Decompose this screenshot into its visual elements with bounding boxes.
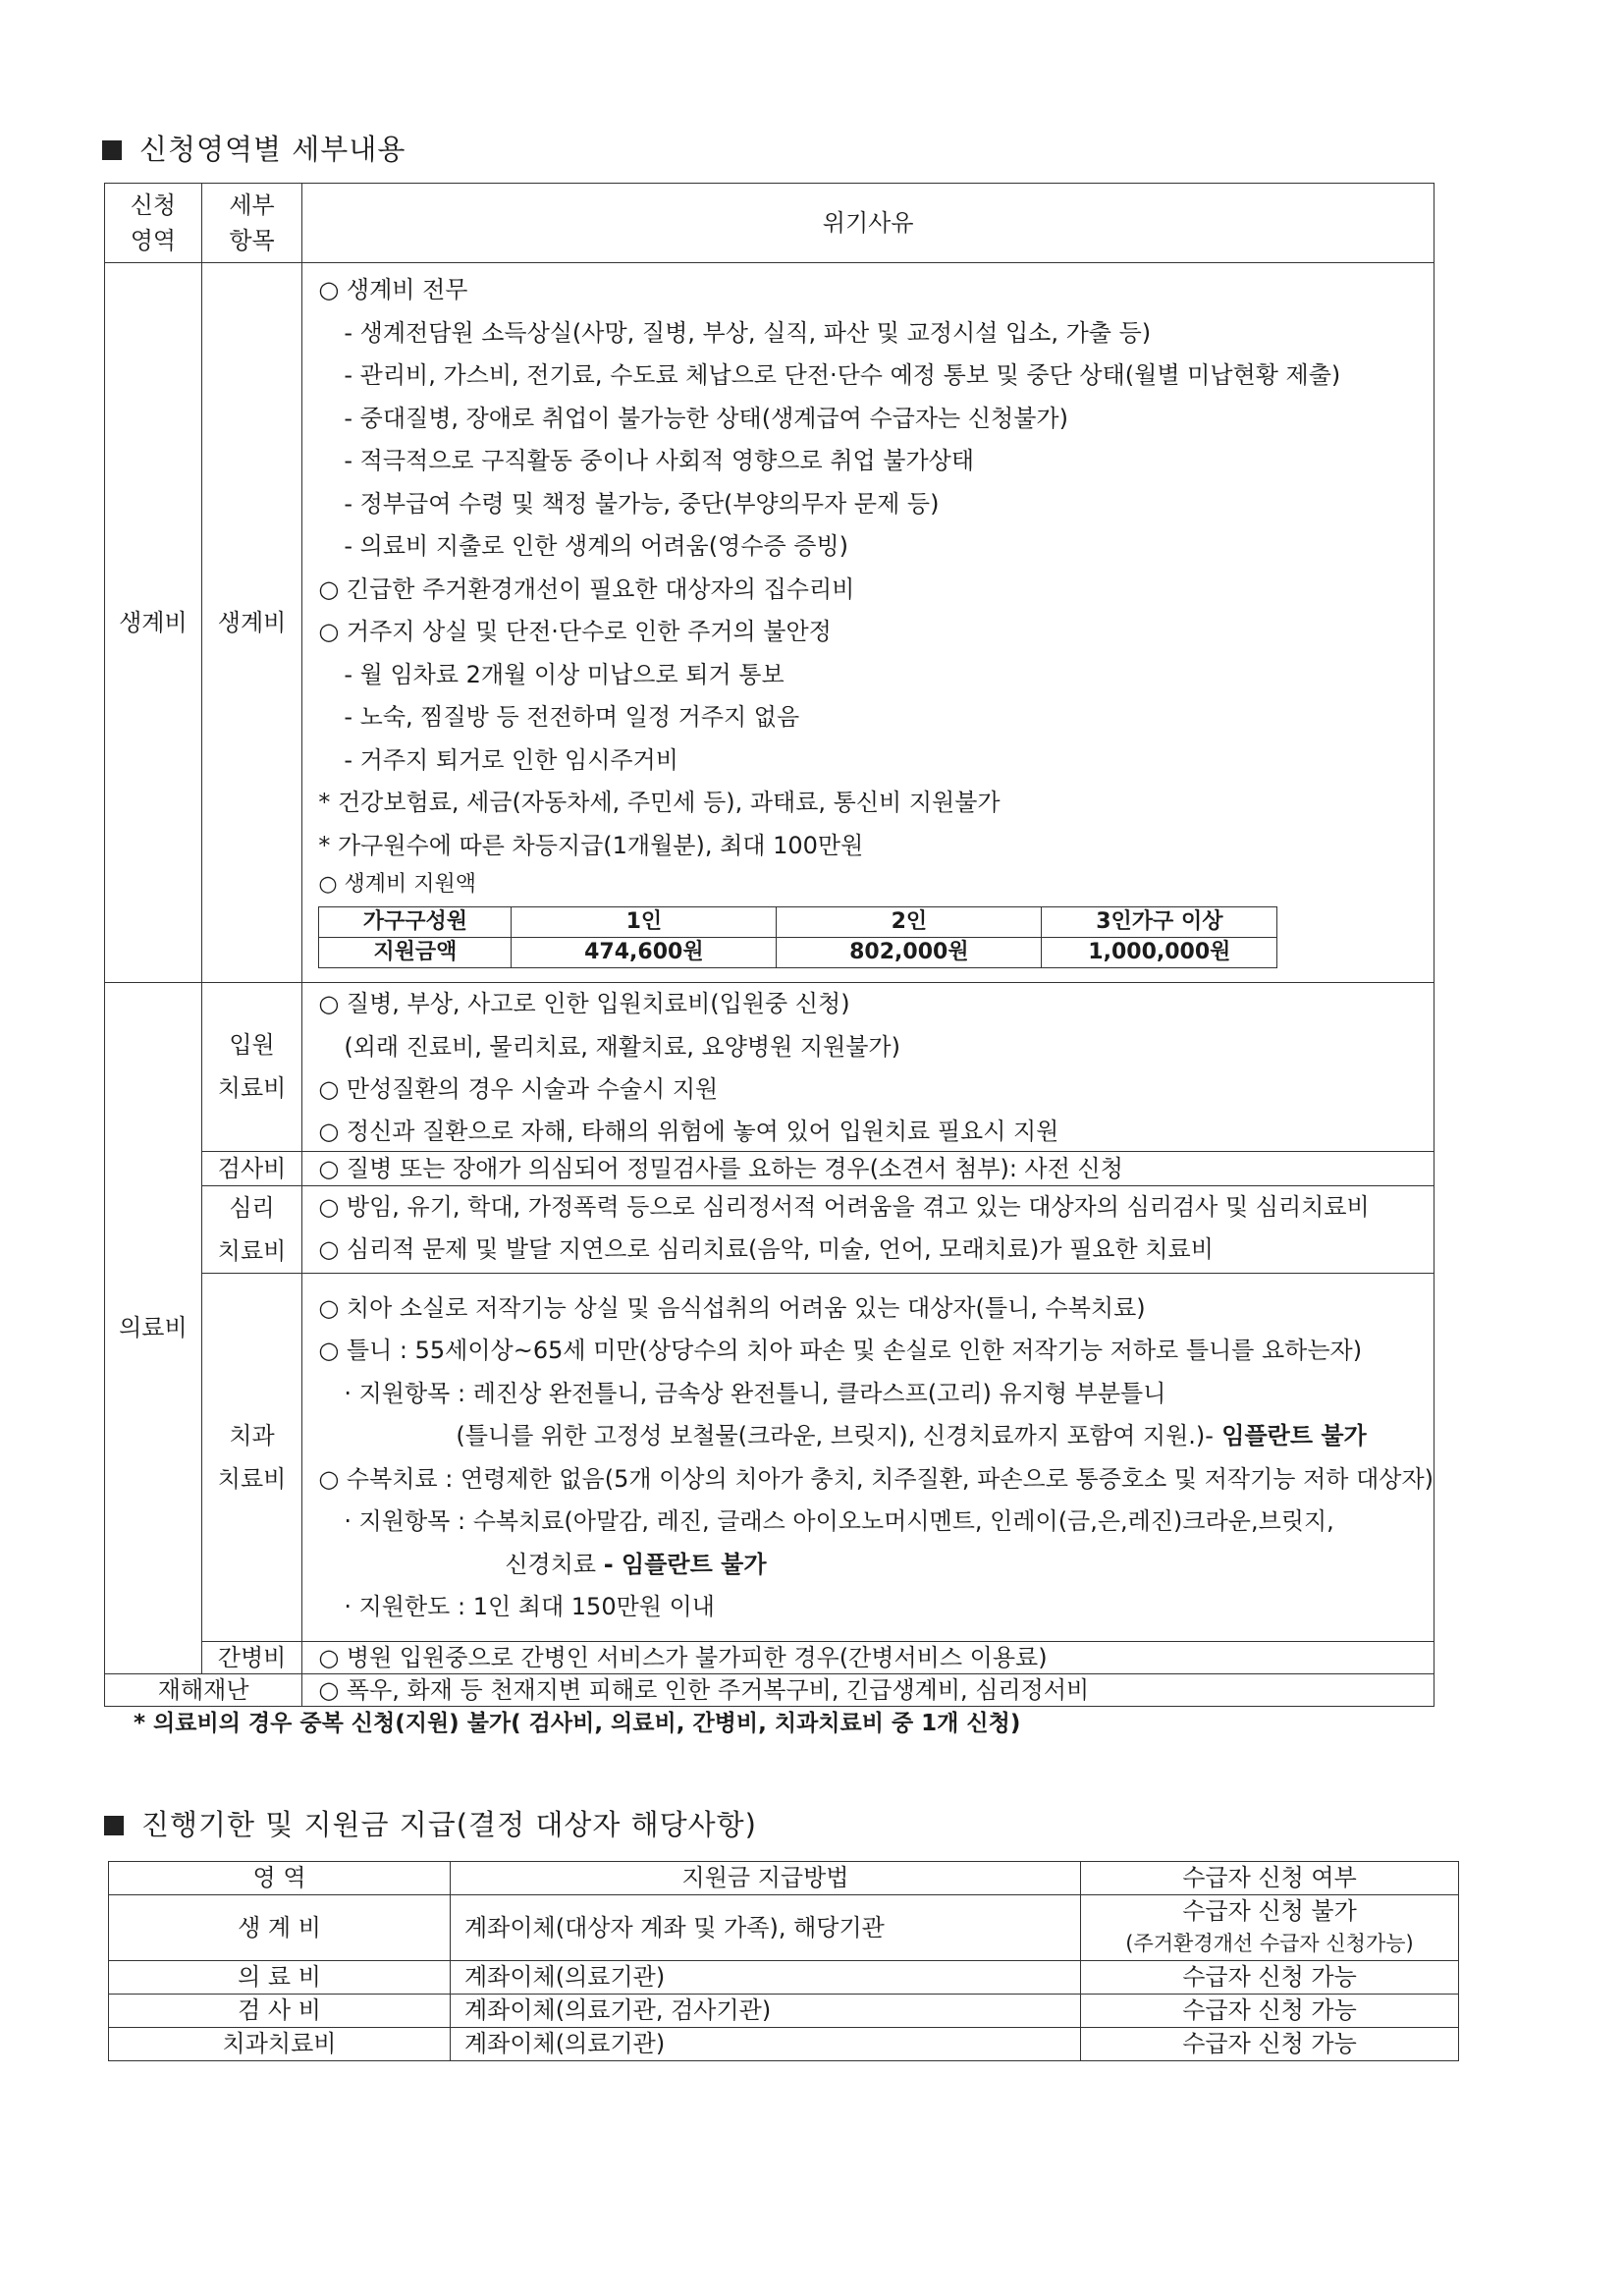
list-item: - 중대질병, 장애로 취업이 불가능한 상태(생계급여 수급자는 신청불가)	[344, 404, 1068, 432]
row-apply: 수급자 신청 가능	[1081, 1995, 1459, 2028]
row-area: 생 계 비	[109, 1895, 451, 1961]
list-item: ○ 질병, 부상, 사고로 인한 입원치료비(입원중 신청)	[318, 990, 850, 1017]
row-method: 계좌이체(대상자 계좌 및 가족), 해당기관	[451, 1895, 1081, 1961]
section-title-text: 진행기한 및 지원금 지급(결정 대상자 해당사항)	[141, 1808, 757, 1841]
support-cell: 1,000,000원	[1042, 938, 1277, 968]
exam-content	[302, 1151, 1435, 1185]
list-item: ○ 생계비 전무	[318, 276, 468, 303]
table-row	[109, 1895, 1459, 1961]
support-cell: 3인가구 이상	[1042, 907, 1277, 938]
row-method: 계좌이체(의료기관, 검사기관)	[451, 1995, 1081, 2028]
area-medical: 의료비	[105, 983, 202, 1674]
list-item: ○ 수복치료 : 연령제한 없음(5개 이상의 치아가 충치, 치주질환, 파손으로 통증호소 및 저작기능 저하 대상자)	[318, 1464, 1434, 1493]
dental-prosthesis-text: (틀니를 위한 고정성 보철물(크라운, 브릿지), 신경치료까지 포함여 지원.)-	[456, 1422, 1214, 1449]
support-cell: 가구구성원	[319, 907, 512, 938]
list-item: ○ 치아 소실로 저작기능 상실 및 음식섭취의 어려움 있는 대상자(틀니, 수복치료)	[318, 1293, 1146, 1322]
medical-hospital-row	[105, 983, 1435, 1152]
section-title-text: 신청영역별 세부내용	[139, 133, 406, 166]
row-method: 계좌이체(의료기관)	[451, 2028, 1081, 2061]
header-area: 신청 영역	[105, 184, 202, 263]
header-item: 세부 항목	[201, 184, 302, 263]
row-method: 계좌이체(의료기관)	[451, 1961, 1081, 1995]
medical-nursing-row	[105, 1641, 1435, 1673]
list-item: ○ 방임, 유기, 학대, 가정폭력 등으로 심리정서적 어려움을 겪고 있는 대상자의 심리검사 및 심리치료비	[318, 1192, 1370, 1221]
square-bullet-icon	[102, 140, 122, 160]
list-item: ○ 긴급한 주거환경개선이 필요한 대상자의 집수리비	[318, 574, 855, 603]
table-row	[109, 2028, 1459, 2061]
support-cell: 474,600원	[512, 938, 777, 968]
apply-status: 수급자 신청 불가	[1182, 1897, 1357, 1925]
support-cell: 2인	[777, 907, 1042, 938]
list-item: ○ 정신과 질환으로 자해, 타해의 위험에 놓여 있어 입원치료 필요시 지원	[318, 1117, 1059, 1145]
item-exam: 검사비	[201, 1151, 302, 1185]
row-area: 검 사 비	[109, 1995, 451, 2028]
header-apply: 수급자 신청 여부	[1081, 1862, 1459, 1895]
row-area: 의 료 비	[109, 1961, 451, 1995]
medical-psych-row	[105, 1185, 1435, 1273]
list-item: * 건강보험료, 세금(자동차세, 주민세 등), 과태료, 통신비 지원불가	[318, 789, 1001, 816]
disaster-row	[105, 1673, 1435, 1706]
row-apply: 수급자 신청 가능	[1081, 2028, 1459, 2061]
list-item: - 적극적으로 구직활동 중이나 사회적 영향으로 취업 불가상태	[344, 447, 975, 474]
item-living: 생계비	[201, 263, 302, 983]
row-apply: 수급자 신청 가능	[1081, 1961, 1459, 1995]
list-item: · 지원항목 : 수복치료(아말감, 레진, 글래스 아이오노머시멘트, 인레이(금,은,레진)크라운,브릿지,	[344, 1507, 1334, 1535]
support-cell: 802,000원	[777, 938, 1042, 968]
implant-not-covered: 임플란트 불가	[1213, 1422, 1367, 1449]
list-item: ○ 심리적 문제 및 발달 지연으로 심리치료(음악, 미술, 언어, 모래치료)가 필요한 치료비	[318, 1235, 1214, 1263]
support-cell: 지원금액	[319, 938, 512, 968]
hospital-content	[302, 983, 1435, 1152]
item-dental: 치과 치료비	[201, 1273, 302, 1641]
dental-content	[302, 1273, 1435, 1641]
list-item: * 가구원수에 따른 차등지급(1개월분), 최대 100만원	[318, 831, 864, 859]
support-amount-table	[318, 906, 1277, 968]
medical-exam-row	[105, 1151, 1435, 1185]
list-item: ○ 병원 입원중으로 간병인 서비스가 불가피한 경우(간병서비스 이용료)	[318, 1643, 1048, 1671]
duplicate-application-note: * 의료비의 경우 중복 신청(지원) 불가( 검사비, 의료비, 간병비, 치과치료비 중 1개 신청)	[134, 1711, 1021, 1736]
list-item: - 정부급여 수령 및 책정 불가능, 중단(부양의무자 문제 등)	[344, 489, 940, 518]
living-row	[105, 263, 1435, 983]
apply-status-note: (주거환경개선 수급자 신청가능)	[1125, 1932, 1414, 1955]
header-area: 영 역	[109, 1862, 451, 1895]
application-area-table	[104, 183, 1435, 1707]
nerve-treatment-text: 신경치료	[505, 1550, 604, 1578]
item-nursing: 간병비	[201, 1641, 302, 1673]
medical-dental-row	[105, 1273, 1435, 1641]
list-item	[318, 1544, 1434, 1587]
section-title-2	[104, 1803, 757, 1843]
header-reason: 위기사유	[302, 184, 1435, 263]
payment-method-table	[108, 1861, 1459, 2061]
support-cell: 1인	[512, 907, 777, 938]
table-row	[109, 1961, 1459, 1995]
list-item: · 지원항목 : 레진상 완전틀니, 금속상 완전틀니, 클라스프(고리) 유지형 부분틀니	[344, 1379, 1166, 1407]
list-item: - 거주지 퇴거로 인한 임시주거비	[344, 745, 678, 774]
psych-content	[302, 1185, 1435, 1273]
list-item: - 월 임차료 2개월 이상 미납으로 퇴거 통보	[344, 660, 785, 688]
header-method: 지원금 지급방법	[451, 1862, 1081, 1895]
list-item: ○ 틀니 : 55세이상~65세 미만(상당수의 치아 파손 및 손실로 인한 저작기능 저하로 틀니를 요하는자)	[318, 1337, 1363, 1364]
list-item: - 의료비 지출로 인한 생계의 어려움(영수증 증빙)	[344, 532, 849, 560]
support-row-household	[319, 907, 1277, 938]
list-item: ○ 만성질환의 경우 시술과 수술시 지원	[318, 1075, 719, 1103]
support-row-amount	[319, 938, 1277, 968]
list-item: ○ 질병 또는 장애가 의심되어 정밀검사를 요하는 경우(소견서 첨부): 사전 신청	[318, 1154, 1123, 1182]
list-item: (외래 진료비, 물리치료, 재활치료, 요양병원 지원불가)	[344, 1032, 900, 1061]
list-item	[318, 1415, 1434, 1458]
list-item: ○ 생계비 지원액	[318, 872, 477, 897]
table-header-row	[105, 184, 1435, 263]
row-area: 치과치료비	[109, 2028, 451, 2061]
item-psych: 심리 치료비	[201, 1185, 302, 1273]
table-header-row	[109, 1862, 1459, 1895]
list-item: - 노숙, 찜질방 등 전전하며 일정 거주지 없음	[344, 703, 800, 731]
area-living: 생계비	[105, 263, 202, 983]
disaster-content	[302, 1673, 1435, 1706]
table-row	[109, 1995, 1459, 2028]
list-item: - 생계전담원 소득상실(사망, 질병, 부상, 실직, 파산 및 교정시설 입소, 가출 등)	[344, 318, 1152, 347]
square-bullet-icon	[104, 1816, 124, 1835]
list-item: ○ 폭우, 화재 등 천재지변 피해로 인한 주거복구비, 긴급생계비, 심리정서비	[318, 1675, 1090, 1704]
item-hospital: 입원 치료비	[201, 983, 302, 1152]
area-disaster: 재해재난	[105, 1673, 302, 1706]
list-item: - 관리비, 가스비, 전기료, 수도료 체납으로 단전·단수 예정 통보 및 중단 상태(월별 미납현황 제출)	[344, 361, 1341, 389]
implant-not-covered: - 임플란트 불가	[603, 1550, 767, 1578]
list-item: ○ 거주지 상실 및 단전·단수로 인한 주거의 불안정	[318, 618, 832, 645]
list-item: · 지원한도 : 1인 최대 150만원 이내	[344, 1593, 715, 1620]
nursing-content	[302, 1641, 1435, 1673]
row-apply	[1081, 1895, 1459, 1961]
living-content	[302, 263, 1435, 983]
section-title-1	[102, 128, 406, 168]
